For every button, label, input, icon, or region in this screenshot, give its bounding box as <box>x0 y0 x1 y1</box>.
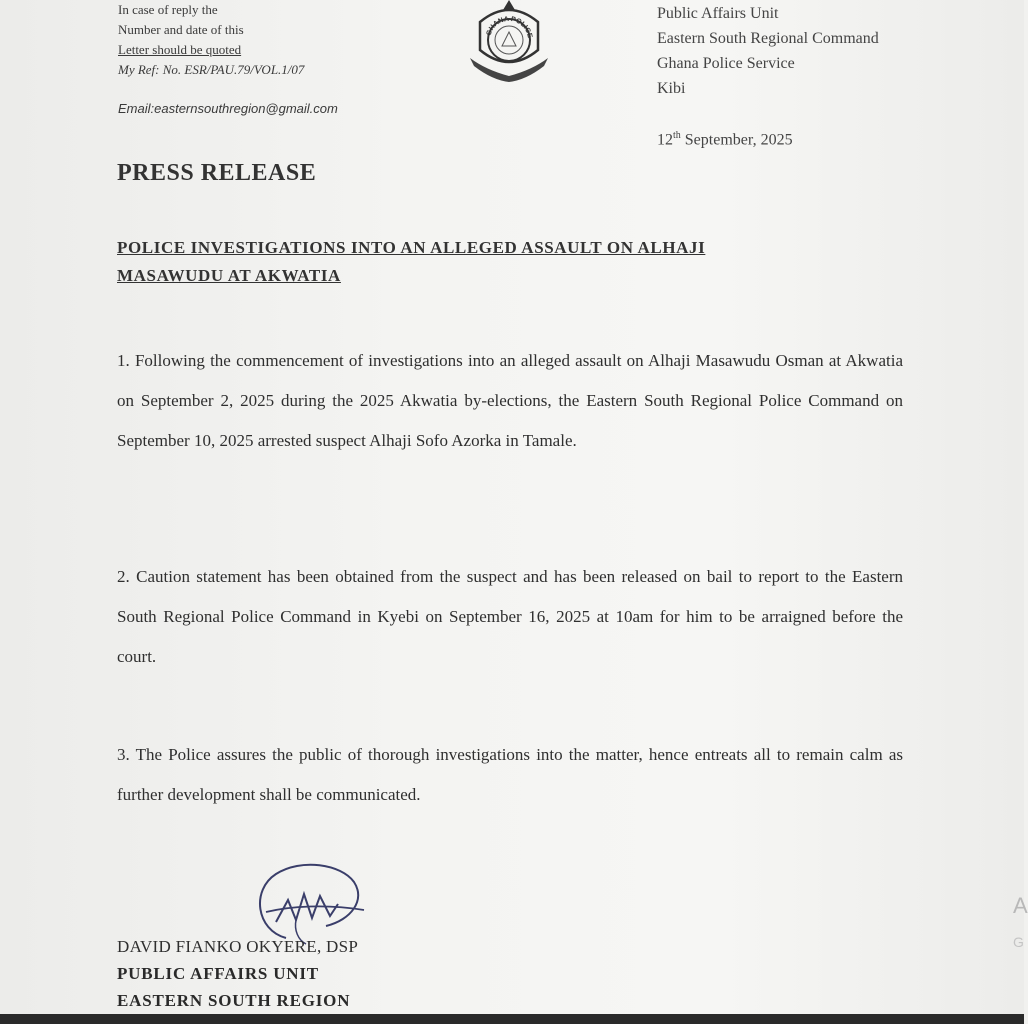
issuing-office-address <box>657 1 879 101</box>
date-day: 12 <box>657 131 673 149</box>
date-month-year: September, 2025 <box>680 131 793 149</box>
reply-note-line-3: Letter should be quoted <box>118 42 242 57</box>
edge-text-fragment-a: A <box>1013 893 1028 918</box>
release-headline <box>117 234 857 290</box>
office-unit: Public Affairs Unit <box>657 5 779 22</box>
office-command: Eastern South Regional Command <box>657 30 879 47</box>
letter-date <box>657 130 793 149</box>
svg-text:GHANA POLICE: GHANA POLICE <box>485 15 533 39</box>
paragraph-1: 1. Following the commencement of investigations into an alleged assault on Alhaji Masawudu Osman at Akwatia on September 2, 2025 during the 2025 Akwatia by-elections, the Eastern South Regional Police Command on September 10, 2025 arrested suspect Alhaji Sofo Azorka in Tamale. <box>117 351 903 450</box>
signatory-name: DAVID FIANKO OKYERE, DSP <box>117 937 359 956</box>
office-town: Kibi <box>657 80 686 97</box>
office-service: Ghana Police Service <box>657 55 795 72</box>
date-suffix: th <box>673 130 681 141</box>
headline-line-1: POLICE INVESTIGATIONS INTO AN ALLEGED ASSAULT ON ALHAJI <box>117 238 706 257</box>
my-ref: My Ref: No. ESR/PAU.79/VOL.1/07 <box>118 62 305 77</box>
signatory-region: EASTERN SOUTH REGION <box>117 991 351 1010</box>
paragraph-3: 3. The Police assures the public of thorough investigations into the matter, hence entreats all to remain calm as further development shall be communicated. <box>117 745 903 804</box>
reply-note-line-2: Number and date of this <box>118 22 244 37</box>
bottom-dark-strip <box>0 1014 1024 1024</box>
reply-note-line-1: In case of reply the <box>118 2 218 17</box>
police-crest-icon <box>466 0 552 82</box>
headline-line-2: MASAWUDU AT AKWATIA <box>117 266 341 285</box>
signatory-unit: PUBLIC AFFAIRS UNIT <box>117 964 319 983</box>
reply-reference-block <box>118 0 304 80</box>
edge-text-fragment-g: G <box>1013 934 1024 950</box>
paragraph-2: 2. Caution statement has been obtained from the suspect and has been released on bail to report to the Eastern South Regional Police Command in Kyebi on September 16, 2025 at 10am for him to be arraigned before the court. <box>117 567 903 666</box>
press-release-label: PRESS RELEASE <box>117 160 317 186</box>
email-address: Email:easternsouthregion@gmail.com <box>118 101 338 116</box>
